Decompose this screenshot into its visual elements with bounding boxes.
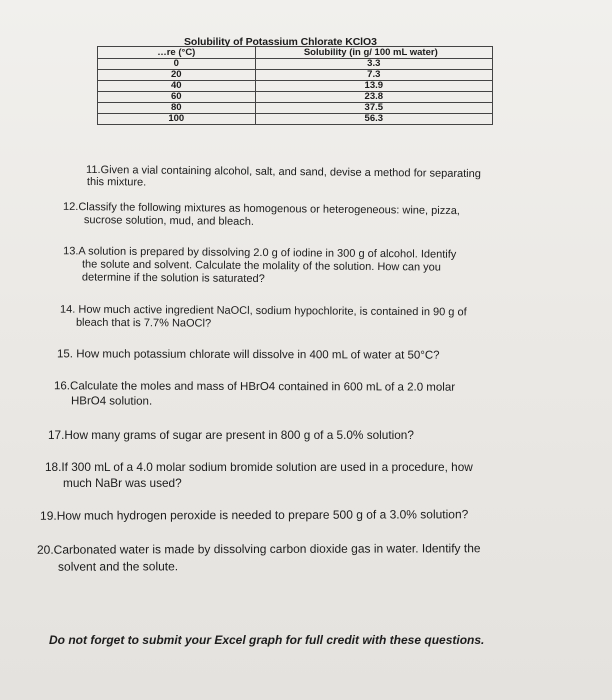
solubility-cell: 13.9 (255, 81, 492, 92)
question-number: 16. (54, 380, 71, 393)
question-line: much NaBr was used? (63, 476, 182, 490)
question-number: 17. (48, 428, 65, 442)
question-number: 14. (60, 303, 76, 316)
table-row (98, 92, 493, 103)
solubility-table (97, 46, 493, 125)
question-line: If 300 mL of a 4.0 molar sodium bromide solution are used in a procedure, how (61, 460, 473, 474)
question-line: determine if the solution is saturated? (81, 271, 265, 286)
question-line: Calculate the moles and mass of HBrO4 contained in 600 mL of a 2.0 molar (70, 380, 456, 394)
question-line: this mixture. (86, 175, 147, 189)
question-line: the solute and solvent. Calculate the molality of the solution. How can you (81, 258, 441, 274)
question-line: sucrose solution, mud, and bleach. (83, 214, 255, 228)
temperature-column-header: …re (°C) (98, 47, 256, 59)
question-17 (48, 428, 414, 442)
table-header-row (98, 47, 493, 59)
solubility-cell: 7.3 (255, 70, 492, 81)
temperature-cell: 60 (98, 92, 256, 103)
question-number: 19. (39, 508, 57, 523)
question-number: 18. (45, 460, 62, 474)
question-11 (86, 164, 481, 192)
question-line: How much potassium chlorate will dissolve in 400 mL of water at 50°C? (76, 348, 440, 362)
footer-note: Do not forget to submit your Excel graph for full credit with these questions. (49, 633, 485, 647)
question-number: 15. (56, 348, 74, 361)
question-13 (63, 245, 457, 287)
question-line: bleach that is 7.7% NaOCl? (75, 316, 212, 330)
table-title: Solubility of Potassium Chlorate KClO3 (184, 36, 377, 48)
question-line: How many grams of sugar are present in 800 g of a 5.0% solution? (64, 428, 414, 442)
question-18 (45, 459, 473, 491)
solubility-cell: 23.8 (255, 92, 492, 103)
table-row (98, 70, 493, 81)
question-19 (40, 507, 468, 522)
question-number: 13. (63, 245, 79, 258)
question-15 (57, 347, 440, 362)
question-number: 11. (86, 163, 101, 177)
question-16 (54, 379, 455, 410)
temperature-cell: 100 (98, 114, 256, 125)
temperature-cell: 20 (98, 70, 256, 81)
temperature-cell: 80 (98, 103, 256, 114)
question-line: A solution is prepared by dissolving 2.0 g of iodine in 300 g of alcohol. Identify (78, 245, 457, 261)
question-20 (37, 540, 481, 576)
question-line: Carbonated water is made by dissolving carbon dioxide gas in water. Identify the (53, 541, 481, 557)
question-line: Classify the following mixtures as homogenous or heterogeneous: wine, pizza, (78, 201, 460, 218)
question-line: Given a vial containing alcohol, salt, and sand, devise a method for separating (100, 164, 481, 181)
temperature-cell: 40 (98, 81, 256, 92)
solubility-cell: 37.5 (255, 103, 492, 114)
question-line: HBrO4 solution. (70, 395, 153, 408)
solubility-column-header: Solubility (in g/ 100 mL water) (255, 47, 492, 59)
question-line: solvent and the solute. (58, 559, 179, 574)
question-number: 20. (36, 542, 54, 557)
table-row (98, 114, 493, 125)
question-line: How much hydrogen peroxide is needed to prepare 500 g of a 3.0% solution? (56, 507, 469, 523)
solubility-cell: 3.3 (255, 59, 492, 70)
question-number: 12. (63, 200, 79, 214)
question-12 (63, 201, 460, 231)
solubility-cell: 56.3 (255, 114, 492, 125)
table-row (98, 103, 493, 114)
question-14 (60, 304, 467, 333)
table-row (98, 81, 493, 92)
table-row (98, 59, 493, 70)
temperature-cell: 0 (98, 59, 256, 70)
question-line: How much active ingredient NaOCl, sodium hypochlorite, is contained in 90 g of (78, 303, 467, 319)
